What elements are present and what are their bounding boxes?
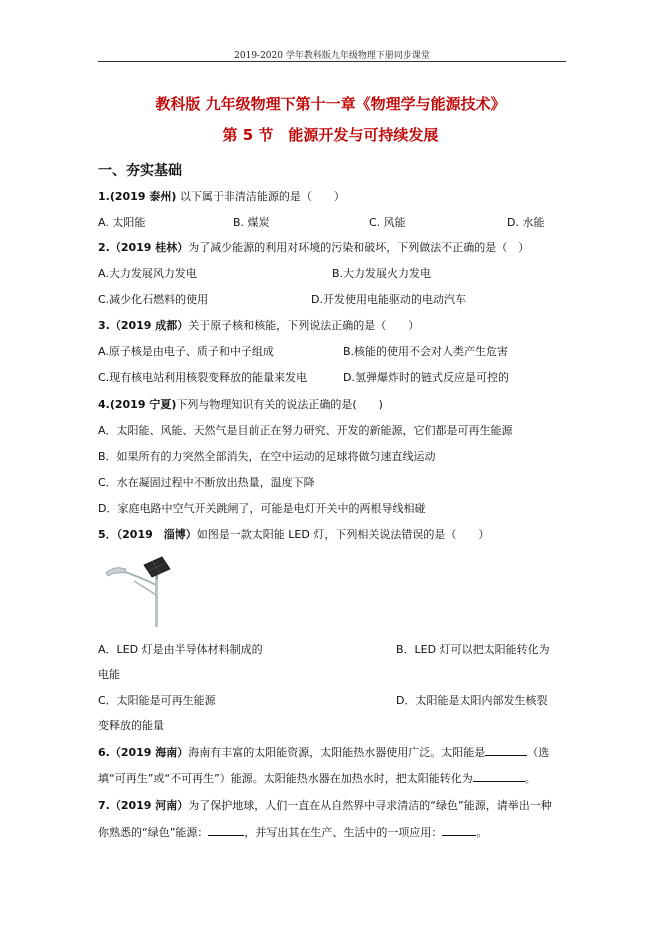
q5-option-d-continued: 变释放的能量 xyxy=(98,719,164,732)
q7-stem-part-1: 为了保护地球，人们一直在从自然界中寻求清洁的“绿色”能源，请举出一种 xyxy=(188,799,552,812)
q4-option-a: A．太阳能、风能、天然气是目前正在努力研究、开发的新能源，它们都是可再生能源 xyxy=(98,424,513,437)
part-heading: 一、夯实基础 xyxy=(98,163,182,179)
q3-source: （2019 成都） xyxy=(109,319,189,332)
q2-option-c: C.减少化石燃料的使用 xyxy=(98,293,209,306)
page-header: 2019-2020 学年教科版九年级物理下册同步课堂 xyxy=(234,51,430,61)
q6-answer-blank-1[interactable] xyxy=(485,745,527,756)
q5-option-b: B．LED 灯可以把太阳能转化为 xyxy=(396,643,550,656)
q1-stem: 以下属于非清洁能源的是（ ） xyxy=(176,190,345,203)
q4-option-b: B．如果所有的力突然全部消失，在空中运动的足球将做匀速直线运动 xyxy=(98,450,436,463)
q5-source: （2019 淄博） xyxy=(116,528,197,541)
q2-number: 2. xyxy=(98,241,110,254)
question-7-continued xyxy=(98,825,487,840)
question-6 xyxy=(98,745,549,760)
q2-stem: 为了减少能源的利用对环境的污染和破坏，下列做法不正确的是（ ） xyxy=(188,241,530,254)
q3-option-a: A.原子核是由电子、质子和中子组成 xyxy=(98,345,274,358)
q3-option-d: D.氢弹爆炸时的链式反应是可控的 xyxy=(343,371,509,384)
q4-option-c: C．水在凝固过程中不断放出热量，温度下降 xyxy=(98,476,315,489)
q6-answer-blank-2[interactable] xyxy=(473,771,525,782)
q6-source: （2019 海南） xyxy=(109,746,189,759)
document-title: 教科版 九年级物理下第十一章《物理学与能源技术》 xyxy=(155,95,506,113)
q3-option-b: B.核能的使用不会对人类产生危害 xyxy=(343,345,509,358)
q7-source: （2019 河南） xyxy=(109,799,189,812)
q7-answer-blank-1[interactable] xyxy=(208,825,244,836)
q2-option-d: D.开发使用电能驱动的电动汽车 xyxy=(311,293,466,306)
q1-number: 1. xyxy=(98,190,110,203)
q3-number: 3. xyxy=(98,319,110,332)
q4-stem: 下列与物理知识有关的说法正确的是( ) xyxy=(176,398,383,411)
q5-option-c: C．太阳能是可再生能源 xyxy=(98,694,216,707)
question-3 xyxy=(98,319,419,333)
q2-option-b: B.大力发展火力发电 xyxy=(332,267,432,280)
q4-number: 4. xyxy=(98,398,110,411)
q2-option-a: A.大力发展风力发电 xyxy=(98,267,197,280)
question-4 xyxy=(98,398,383,412)
q1-option-a: A. 太阳能 xyxy=(98,216,146,229)
header-rule xyxy=(98,61,566,62)
question-2 xyxy=(98,241,529,255)
q4-source: (2019 宁夏) xyxy=(109,398,177,411)
question-1 xyxy=(98,190,345,204)
question-6-continued xyxy=(98,771,536,786)
q7-stem-end: 。 xyxy=(476,826,488,839)
q6-number: 6. xyxy=(98,746,110,759)
q5-number: 5． xyxy=(98,528,117,541)
q6-stem-part-1: 海南有丰富的太阳能资源，太阳能热水器使用广泛。太阳能是 xyxy=(188,746,486,759)
q1-option-d: D. 水能 xyxy=(507,216,545,229)
q4-option-d: D．家庭电路中空气开关跳闸了，可能是电灯开关中的两根导线相碰 xyxy=(98,502,426,515)
q2-source: （2019 桂林） xyxy=(109,241,189,254)
q3-option-c: C.现有核电站利用核裂变释放的能量来发电 xyxy=(98,371,308,384)
q7-stem-part-3: ，并写出其在生产、生活中的一项应用： xyxy=(244,826,443,839)
q1-option-b: B. 煤炭 xyxy=(233,216,270,229)
question-7 xyxy=(98,799,552,813)
question-5 xyxy=(98,528,489,542)
q5-stem: 如图是一款太阳能 LED 灯，下列相关说法错误的是（ ） xyxy=(196,528,490,541)
q6-stem-part-2: （选 xyxy=(527,746,550,759)
q1-option-c: C. 风能 xyxy=(369,216,406,229)
q5-option-b-continued: 电能 xyxy=(98,668,120,681)
q7-number: 7. xyxy=(98,799,110,812)
q7-answer-blank-2[interactable] xyxy=(442,825,476,836)
solar-led-lamp-image xyxy=(100,555,180,627)
q6-stem-end: 。 xyxy=(524,772,536,785)
q5-option-a: A．LED 灯是由半导体材料制成的 xyxy=(98,643,263,656)
q6-stem-part-3: 填“可再生”或“不可再生”）能源。太阳能热水器在加热水时，把太阳能转化为 xyxy=(98,772,473,785)
q5-option-d: D．太阳能是太阳内部发生核裂 xyxy=(396,694,548,707)
q7-stem-part-2: 你熟悉的“绿色”能源： xyxy=(98,826,209,839)
q1-source: (2019 泰州) xyxy=(109,190,177,203)
q3-stem: 关于原子核和核能，下列说法正确的是（ ） xyxy=(188,319,420,332)
section-title: 第 5 节 能源开发与可持续发展 xyxy=(222,126,439,144)
